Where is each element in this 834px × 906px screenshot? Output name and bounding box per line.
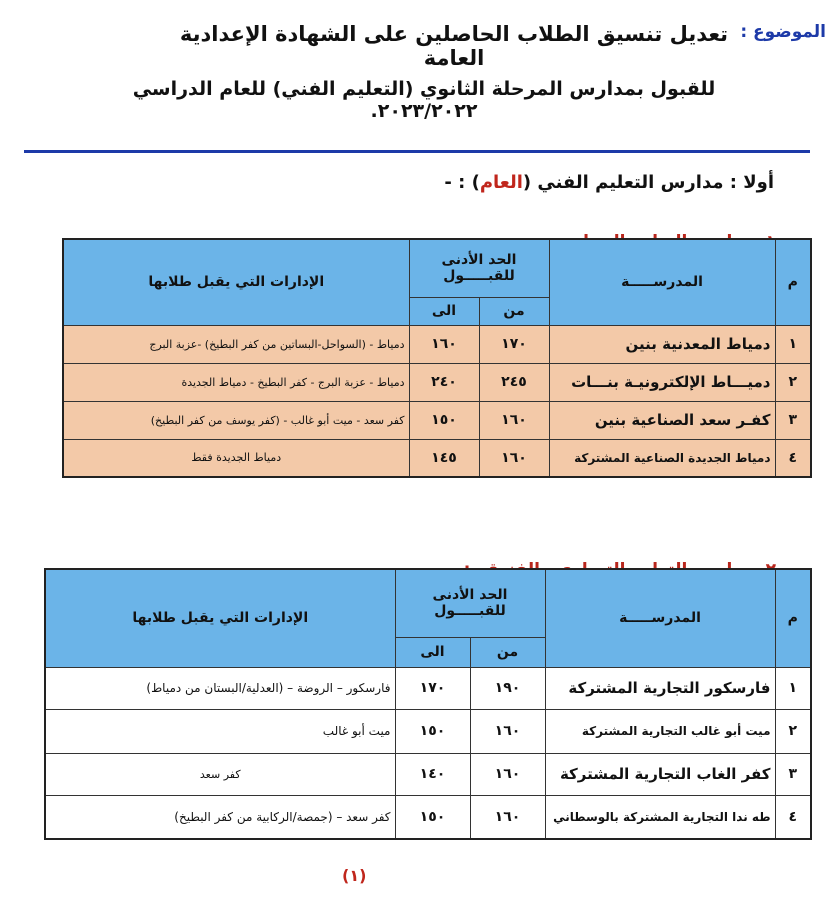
row-to: ١٥٠ [409,401,479,439]
header-min [395,569,545,637]
row-to: ٢٤٠ [409,363,479,401]
row-to: ١٤٥ [409,439,479,477]
header-school: المدرســـــة [545,569,775,667]
subject-label: الموضوع : [740,22,826,42]
row-from: ٢٤٥ [479,363,549,401]
row-directorates: ميت أبو غالب [45,709,395,753]
row-num: ١ [775,667,811,709]
row-to: ١٤٠ [395,753,470,795]
row-to: ١٥٠ [395,795,470,839]
table-row [45,709,811,753]
row-school: طه ندا التجارية المشتركة بالوسطاني [545,795,775,839]
row-directorates: فارسكور – الروضة – (العدلية/البستان من دمياط) [45,667,395,709]
document-title-line2: للقبول بمدارس المرحلة الثانوي (التعليم الفني) للعام الدراسي ٢٠٢٣/٢٠٢٢. [132,78,716,122]
header-min-line1: الحد الأدنى [441,252,517,269]
row-from: ١٧٠ [479,325,549,363]
header-from: من [470,637,545,667]
table2-title: ٢- مدارس التعليم التجـاري والفندقي: [463,560,776,580]
document-title-line1: تعديل تنسيق الطلاب الحاصلين على الشهادة الإعدادية العامة [179,22,729,70]
row-school: كفـر سعد الصناعية بنين [549,401,775,439]
table-row [63,439,811,477]
row-directorates: كفر سعد - ميت أبو غالب - (كفر يوسف من كفر البطيخ) [63,401,409,439]
table-row [63,363,811,401]
section-heading-prefix: أولا : مدارس التعليم الفني ( [522,172,774,193]
row-from: ١٩٠ [470,667,545,709]
row-school: دميـــاط الإلكترونيـة بنـــات [549,363,775,401]
table1-title: ١- مدارس التعليم الصناعي [554,232,776,252]
row-num: ٣ [775,753,811,795]
row-num: ٢ [775,363,811,401]
section-heading [444,172,774,193]
row-num: ١ [775,325,811,363]
header-min-line2: للقبـــــول [434,603,506,620]
row-directorates: دمياط - عزبة البرج - كفر البطيخ - دمياط الجديدة [63,363,409,401]
row-num: ٣ [775,401,811,439]
row-num: ٢ [775,709,811,753]
table-header-row [63,239,811,297]
header-min-line1: الحد الأدنى [432,587,508,604]
row-from: ١٦٠ [470,753,545,795]
section-heading-suffix: ) : - [444,172,480,193]
header-school: المدرســـــة [549,239,775,325]
page-number: (١) [342,866,367,885]
table-row [45,753,811,795]
commercial-schools-table [44,568,812,840]
header-num: م [775,239,811,325]
row-num: ٤ [775,439,811,477]
section-heading-highlight: العام [479,172,523,193]
header-min [409,239,549,297]
table-header-row [45,569,811,637]
header-to: الى [409,297,479,325]
row-school: كفر الغاب التجارية المشتركة [545,753,775,795]
row-to: ١٦٠ [409,325,479,363]
header-to: الى [395,637,470,667]
row-school: فارسكور التجارية المشتركة [545,667,775,709]
header-min-line2: للقبـــــول [443,268,515,285]
row-to: ١٧٠ [395,667,470,709]
table-row [63,325,811,363]
row-from: ١٦٠ [470,795,545,839]
row-school: دمياط المعدنية بنين [549,325,775,363]
row-from: ١٦٠ [470,709,545,753]
row-directorates: كفر سعد – (جمصة/الركابية من كفر البطيخ) [45,795,395,839]
row-directorates: كفر سعد [45,753,395,795]
header-from: من [479,297,549,325]
title-divider [24,150,810,153]
header-directorates: الإدارات التي يقبل طلابها [45,569,395,667]
row-directorates: دمياط - (السواحل-البساتين من كفر البطيخ) -عزبة البرج [63,325,409,363]
row-school: دمياط الجديدة الصناعية المشتركة [549,439,775,477]
industrial-schools-table [62,238,812,478]
row-from: ١٦٠ [479,401,549,439]
row-from: ١٦٠ [479,439,549,477]
table-row [45,667,811,709]
row-num: ٤ [775,795,811,839]
header-directorates: الإدارات التي يقبل طلابها [63,239,409,325]
row-directorates: دمياط الجديدة فقط [63,439,409,477]
header-num: م [775,569,811,667]
row-to: ١٥٠ [395,709,470,753]
table-row [45,795,811,839]
row-school: ميت أبو غالب التجارية المشتركة [545,709,775,753]
table-row [63,401,811,439]
